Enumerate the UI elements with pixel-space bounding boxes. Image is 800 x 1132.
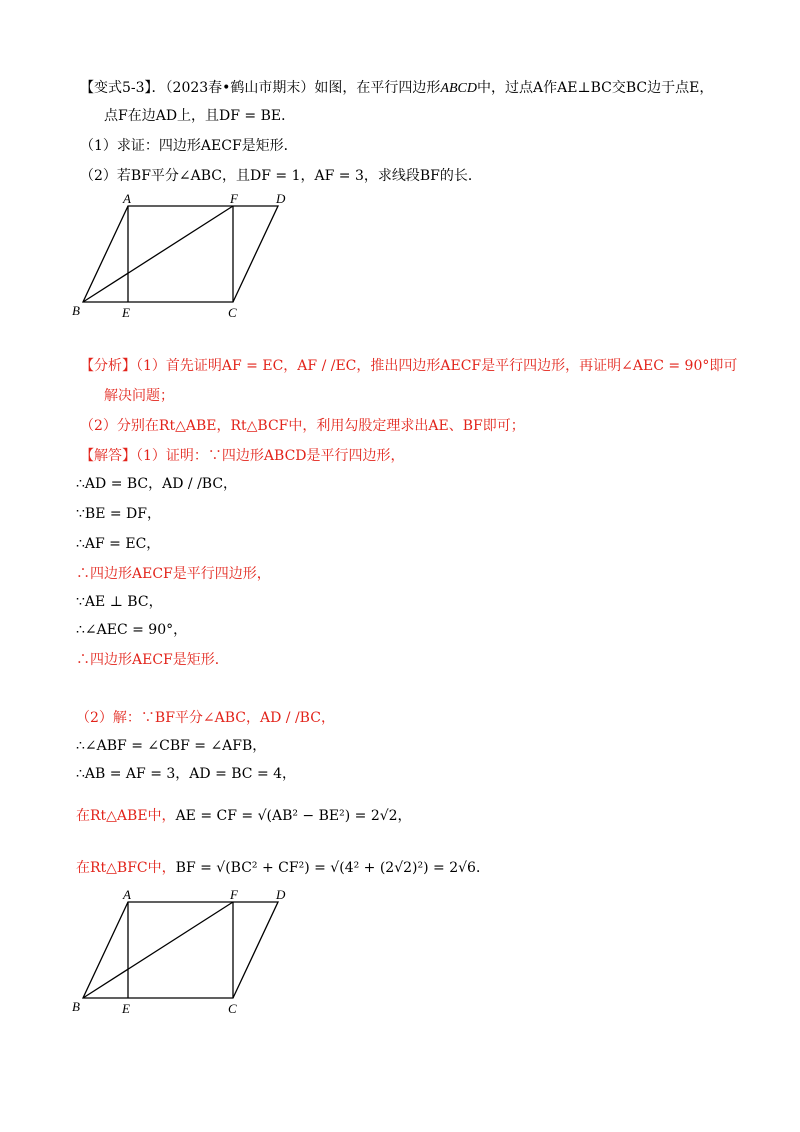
solution-step-8: ∴四边形AECF是矩形． xyxy=(76,652,229,668)
parallelogram-abcd xyxy=(83,206,278,302)
analysis-line-1 xyxy=(80,356,737,376)
label-c-2: C xyxy=(228,1001,237,1016)
part2-line-4-prefix: 在Rt△ABE中， xyxy=(76,808,176,824)
label-e: E xyxy=(122,305,130,320)
label-d: D xyxy=(276,191,286,206)
analysis-text-1: （1）首先证明AF = EC，AF / /EC，推出四边形AECF是平行四边形，再证明∠AEC = 90°即可 xyxy=(136,358,738,374)
question-1: （1）求证：四边形AECF是矩形． xyxy=(80,138,298,154)
label-c: C xyxy=(228,305,237,320)
solution-step-2: ∴AD = BC，AD / /BC， xyxy=(76,476,238,492)
problem-line-2: 点F在边AD上，且DF = BE． xyxy=(104,108,296,124)
label-b-2: B xyxy=(72,999,80,1014)
part2-line-4 xyxy=(76,806,412,826)
analysis-line-3: （2）分别在Rt△ABE，Rt△BCF中，利用勾股定理求出AE、BF即可； xyxy=(80,418,525,434)
solution-label: 【解答】 xyxy=(80,448,136,464)
parallelogram-name: ABCD xyxy=(440,81,477,96)
label-d-2: D xyxy=(276,887,286,902)
geometry-figure-bottom xyxy=(70,884,300,1016)
label-f-2: F xyxy=(230,887,238,902)
solution-step-1: （1）证明：∵四边形ABCD是平行四边形， xyxy=(136,448,405,464)
analysis-line-2: 解决问题； xyxy=(104,388,174,404)
part2-line-3: ∴AB = AF = 3，AD = BC = 4， xyxy=(76,766,297,782)
part2-line-2: ∴∠ABF = ∠CBF = ∠AFB， xyxy=(76,738,267,754)
label-f: F xyxy=(230,191,238,206)
analysis-label: 【分析】 xyxy=(80,358,136,374)
part2-line-5-prefix: 在Rt△BFC中， xyxy=(76,860,176,876)
solution-step-7: ∴∠AEC = 90°， xyxy=(76,622,188,638)
question-2: （2）若BF平分∠ABC，且DF = 1，AF = 3，求线段BF的长． xyxy=(80,168,482,184)
solution-line-1 xyxy=(80,446,405,466)
solution-step-4: ∴AF = EC， xyxy=(76,536,161,552)
part2-line-4-expr: AE = CF = √(AB² − BE²) = 2√2， xyxy=(175,808,412,824)
part2-line-5-expr: BF = √(BC² + CF²) = √(4² + (2√2)²) = 2√6． xyxy=(175,860,490,876)
solution-step-5: ∴四边形AECF是平行四边形， xyxy=(76,566,271,582)
label-e-2: E xyxy=(122,1001,130,1016)
solution-step-6: ∵AE ⊥ BC， xyxy=(76,594,163,610)
parallelogram-abcd-2 xyxy=(83,902,278,998)
label-a: A xyxy=(123,191,131,206)
problem-label: 【变式5-3】．（2023春•鹤山市期末）如图，在平行四边形 xyxy=(80,80,441,96)
part2-line-1: （2）解：∵BF平分∠ABC，AD / /BC， xyxy=(76,710,335,726)
label-a-2: A xyxy=(123,887,131,902)
label-b: B xyxy=(72,303,80,318)
problem-line-1 xyxy=(80,78,713,99)
geometry-figure-top xyxy=(70,188,300,320)
solution-step-3: ∵BE = DF， xyxy=(76,506,161,522)
part2-line-5 xyxy=(76,858,490,878)
problem-line1-text: 中，过点A作AE⊥BC交BC边于点E， xyxy=(477,80,714,96)
